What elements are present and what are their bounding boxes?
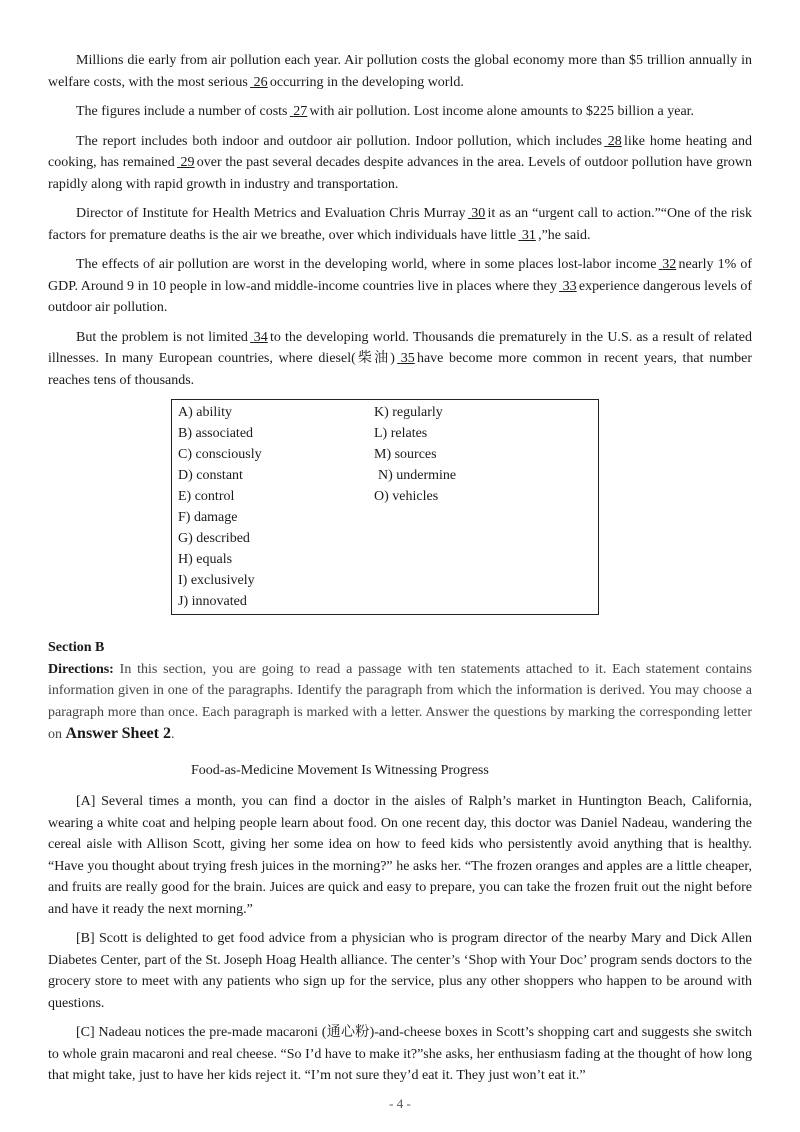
cloze-paragraph-5: The effects of air pollution are worst in the developing world, where in some places lost-labor income 32 nearly 1% of GDP. Around 9 in 10 people in low-and middle-income countries live in places where they 33 experience dangerous levels of outdoor air pollution. (48, 254, 752, 319)
directions-label: Directions: (48, 661, 114, 677)
blank-33: 33 (562, 278, 577, 294)
cloze-paragraph-2: The figures include a number of costs 27 with air pollution. Lost income alone amounts to $225 billion a year. (48, 101, 752, 123)
section-b-directions: Directions: In this section, you are going to read a passage with ten statements attached to it. Each statement contains information given in one of the paragraphs. Identify the paragraph from which the information is derived. You may choose a paragraph more than once. Each paragraph is marked with a letter. Answer the questions by marking the corresponding letter on Answer Sheet 2. (48, 661, 753, 742)
blank-30: 30 (471, 206, 486, 221)
word-bank-left-column (178, 402, 374, 612)
cloze-paragraph-4: Director of Institute for Health Metrics and Evaluation Chris Murray 30 it as an “urgent call to action.”“One of the risk factors for premature deaths is the air we breathe, over which individuals have little 31 ,”he said. (48, 203, 752, 246)
directions-text: In this section, you are going to read a passage with ten statements attached to it. Each statement contains information given in one of the paragraphs. Identify the paragraph from which the information is derived. You may choose a paragraph more than once. Each paragraph is marked with a letter. Answer the questions by marking the corresponding letter on (48, 661, 753, 742)
page-number: - 4 - (389, 1096, 411, 1111)
word-option: E) control (178, 489, 235, 504)
passage-title: Food-as-Medicine Movement Is Witnessing Progress (191, 762, 489, 778)
blank-35: 35 (400, 351, 415, 366)
passage-paragraph-c: [C] Nadeau notices the pre-made macaroni (通心粉)-and-cheese boxes in Scott’s shopping cart and suggests she switch to whole grain macaroni and real cheese. “So I’d have to make it?”she asks, her enthusiasm fading at the thought of how long that might take, just to have her kids reject it. “I’m not sure they’d eat it. They just won’t eat it.” (48, 1025, 752, 1083)
word-bank-right-column (374, 402, 598, 612)
word-option: M) sources (374, 447, 437, 462)
word-option: L) relates (374, 426, 428, 441)
section-b-title: Section B (48, 640, 105, 655)
blank-32: 32 (662, 257, 677, 272)
passage-paragraph-a: [A] Several times a month, you can find a doctor in the aisles of Ralph’s market in Huntington Beach, California, wearing a white coat and helping people learn about food. On one recent day, this doctor was Daniel Nadeau, wandering the cereal aisle with Allison Scott, giving her some idea on how to feed kids who persistently avoid anything that is healthy. “Have you thought about trying fresh juices in the morning?” he asks her. “The frozen oranges and apples are a little cheaper, and fruits are really good for the brain. Juices are quick and easy to prepare, you can take the frozen fruit out the night before and have it ready the next morning.” (48, 794, 752, 917)
word-bank-box (171, 399, 599, 615)
word-option: G) described (178, 531, 250, 546)
cloze-paragraph-1: Millions die early from air pollution each year. Air pollution costs the global economy more than $5 trillion annually in welfare costs, with the most serious 26 occurring in the developing world. (48, 50, 752, 93)
cloze-paragraph-3: The report includes both indoor and outdoor air pollution. Indoor pollution, which includes 28 like home heating and cooking, has remained 29 over the past several decades despite advances in the area. Levels of outdoor pollution have grown rapidly along with rapid growth in industry and transportation. (48, 131, 752, 196)
answer-sheet-label: Answer Sheet 2 (65, 725, 171, 742)
word-option: C) consciously (178, 447, 262, 462)
word-option: A) ability (178, 405, 233, 420)
word-option: J) innovated (178, 594, 247, 609)
cloze-paragraph-6: But the problem is not limited 34 to the developing world. Thousands die prematurely in the U.S. as a result of related illnesses. In many European countries, where diesel(柴油) 35 have become more common in recent years, that number reaches tens of thousands. (48, 327, 752, 392)
word-option: D) constant (178, 468, 243, 483)
cloze-passage (48, 50, 752, 391)
word-option: F) damage (178, 510, 238, 525)
word-option: K) regularly (374, 405, 443, 420)
word-option: O) vehicles (374, 489, 439, 504)
word-option: H) equals (178, 552, 233, 567)
blank-29: 29 (180, 155, 195, 170)
blank-26: 26 (253, 74, 268, 90)
word-option: N) undermine (378, 468, 457, 483)
word-option: I) exclusively (178, 573, 255, 588)
word-option: B) associated (178, 426, 254, 441)
passage-paragraph-b: [B] Scott is delighted to get food advice from a physician who is program director of the nearby Mary and Dick Allen Diabetes Center, part of the St. Joseph Hoag Health alliance. The center’s ‘Shop with Your Doc’ program sends doctors to the grocery store to meet with any patients who sign up for the service, plus any other shoppers who happen to be around with questions. (48, 931, 752, 1011)
blank-34: 34 (253, 329, 268, 345)
blank-31: 31 (521, 227, 536, 243)
blank-27: 27 (293, 104, 308, 119)
blank-28: 28 (607, 133, 622, 149)
